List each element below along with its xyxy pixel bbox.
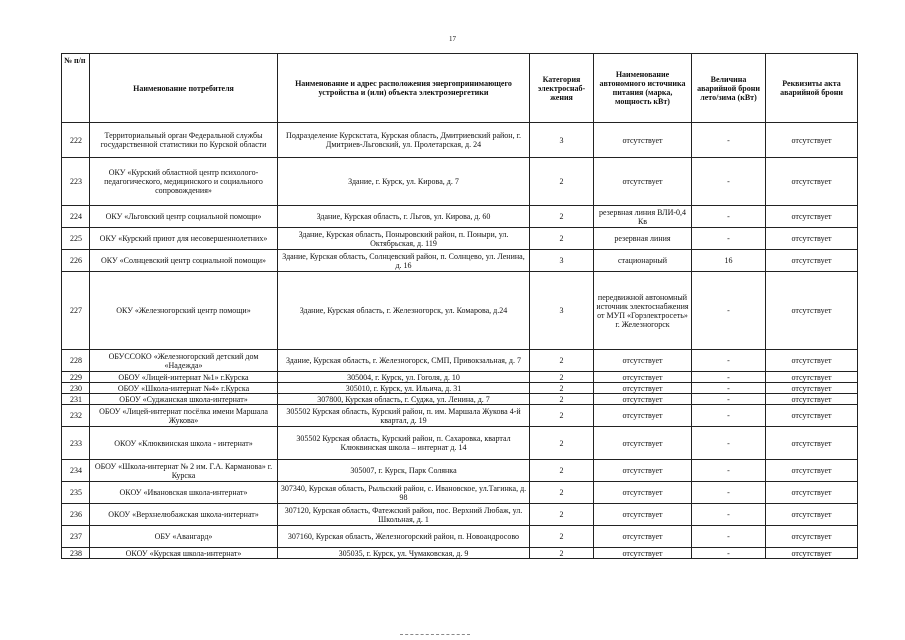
cell-consumer: ОКОУ «Верхнелюбажская школа-интернат» xyxy=(90,504,278,526)
cell-act: отсутствует xyxy=(766,350,858,372)
table-row xyxy=(62,350,858,372)
cell-num: 236 xyxy=(62,504,90,526)
cell-address: 307340, Курская область, Рыльский район, с. Ивановское, ул.Тагинка, д. 98 xyxy=(278,482,530,504)
bottom-divider xyxy=(400,634,470,635)
cell-consumer: ОКУ «Железногорский центр помощи» xyxy=(90,272,278,350)
cell-num: 226 xyxy=(62,250,90,272)
table-row xyxy=(62,460,858,482)
table-row xyxy=(62,206,858,228)
cell-address: Подразделение Курскстата, Курская область, Дмитриевский район, г. Дмитриев-Льговский, ул. Пролетарская, д. 24 xyxy=(278,123,530,158)
cell-address: 307800, Курская область, г. Суджа, ул. Ленина, д. 7 xyxy=(278,394,530,405)
cell-source: отсутствует xyxy=(594,482,692,504)
header-num: № п/п xyxy=(62,54,90,123)
cell-reserve: - xyxy=(692,460,766,482)
cell-source: передвижной автономный источник электоснабжения от МУП «Горэлектросеть» г. Железногорск xyxy=(594,272,692,350)
cell-consumer: ОКОУ «Курская школа-интернат» xyxy=(90,548,278,559)
cell-num: 225 xyxy=(62,228,90,250)
cell-num: 238 xyxy=(62,548,90,559)
cell-category: 2 xyxy=(530,158,594,206)
table-header-row xyxy=(62,54,858,123)
cell-act: отсутствует xyxy=(766,526,858,548)
cell-category: 3 xyxy=(530,250,594,272)
cell-consumer: ОБОУ «Школа-интернат №4» г.Курска xyxy=(90,383,278,394)
cell-category: 2 xyxy=(530,372,594,383)
cell-address: 305004, г. Курск, ул. Гоголя, д. 10 xyxy=(278,372,530,383)
cell-category: 2 xyxy=(530,427,594,460)
cell-address: 305035, г. Курск, ул. Чумаковская, д. 9 xyxy=(278,548,530,559)
cell-act: отсутствует xyxy=(766,372,858,383)
cell-source: отсутствует xyxy=(594,372,692,383)
cell-act: отсутствует xyxy=(766,383,858,394)
table-row xyxy=(62,372,858,383)
table-row xyxy=(62,394,858,405)
cell-address: Здание, Курская область, г. Железногорск, СМП, Привокзальная, д. 7 xyxy=(278,350,530,372)
cell-category: 2 xyxy=(530,482,594,504)
cell-reserve: - xyxy=(692,350,766,372)
cell-act: отсутствует xyxy=(766,250,858,272)
cell-reserve: - xyxy=(692,123,766,158)
cell-source: отсутствует xyxy=(594,383,692,394)
cell-num: 235 xyxy=(62,482,90,504)
cell-category: 2 xyxy=(530,405,594,427)
table-row xyxy=(62,548,858,559)
cell-category: 2 xyxy=(530,526,594,548)
cell-reserve: - xyxy=(692,158,766,206)
cell-consumer: ОБОУ «Суджанская школа-интернат» xyxy=(90,394,278,405)
cell-address: Здание, Курская область, Солнцевский район, п. Солнцево, ул. Ленина, д. 16 xyxy=(278,250,530,272)
cell-category: 2 xyxy=(530,350,594,372)
cell-reserve: - xyxy=(692,383,766,394)
cell-consumer: ОКОУ «Клюквинская школа - интернат» xyxy=(90,427,278,460)
cell-consumer: ОКУ «Солнцевский центр социальной помощи» xyxy=(90,250,278,272)
cell-num: 233 xyxy=(62,427,90,460)
cell-num: 228 xyxy=(62,350,90,372)
cell-reserve: - xyxy=(692,427,766,460)
cell-source: отсутствует xyxy=(594,460,692,482)
cell-source: отсутствует xyxy=(594,158,692,206)
cell-consumer: ОБОУ «Лицей-интернат №1» г.Курска xyxy=(90,372,278,383)
table-row xyxy=(62,405,858,427)
cell-source: отсутствует xyxy=(594,427,692,460)
cell-consumer: Территориальный орган Федеральной службы государственной статистики по Курской области xyxy=(90,123,278,158)
cell-consumer: ОБУССОКО «Железногорский детский дом «Надежда» xyxy=(90,350,278,372)
cell-act: отсутствует xyxy=(766,272,858,350)
cell-act: отсутствует xyxy=(766,123,858,158)
table-row xyxy=(62,526,858,548)
cell-act: отсутствует xyxy=(766,228,858,250)
cell-num: 237 xyxy=(62,526,90,548)
cell-address: 305007, г. Курск, Парк Солянка xyxy=(278,460,530,482)
table-row xyxy=(62,383,858,394)
cell-source: отсутствует xyxy=(594,394,692,405)
cell-num: 230 xyxy=(62,383,90,394)
reserve-table xyxy=(61,53,858,559)
cell-address: Здание, Курская область, г. Железногорск, ул. Комарова, д.24 xyxy=(278,272,530,350)
cell-consumer: ОКУ «Курский приют для несовершеннолетних» xyxy=(90,228,278,250)
cell-address: Здание, г. Курск, ул. Кирова, д. 7 xyxy=(278,158,530,206)
cell-category: 2 xyxy=(530,383,594,394)
cell-reserve: - xyxy=(692,228,766,250)
cell-category: 3 xyxy=(530,123,594,158)
cell-act: отсутствует xyxy=(766,405,858,427)
cell-source: стационарный xyxy=(594,250,692,272)
table-row xyxy=(62,272,858,350)
table-row xyxy=(62,123,858,158)
cell-consumer: ОКУ «Льговский центр социальной помощи» xyxy=(90,206,278,228)
cell-address: Здание, Курская область, Поныровский район, п. Поныри, ул. Октябрьская, д. 119 xyxy=(278,228,530,250)
cell-num: 224 xyxy=(62,206,90,228)
cell-source: отсутствует xyxy=(594,504,692,526)
cell-address: 307160, Курская область, Железногорский район, п. Новоандросово xyxy=(278,526,530,548)
cell-reserve: 16 xyxy=(692,250,766,272)
cell-num: 222 xyxy=(62,123,90,158)
cell-source: отсутствует xyxy=(594,526,692,548)
cell-reserve: - xyxy=(692,504,766,526)
header-reserve: Величина аварийной брони лето/зима (кВт) xyxy=(692,54,766,123)
table-row xyxy=(62,504,858,526)
cell-reserve: - xyxy=(692,548,766,559)
cell-act: отсутствует xyxy=(766,504,858,526)
cell-num: 234 xyxy=(62,460,90,482)
cell-source: отсутствует xyxy=(594,548,692,559)
cell-address: Здание, Курская область, г. Льгов, ул. Кирова, д. 60 xyxy=(278,206,530,228)
header-category: Категория электроснаб-жения xyxy=(530,54,594,123)
cell-act: отсутствует xyxy=(766,548,858,559)
cell-num: 232 xyxy=(62,405,90,427)
cell-consumer: ОКОУ «Ивановская школа-интернат» xyxy=(90,482,278,504)
cell-category: 2 xyxy=(530,548,594,559)
cell-source: отсутствует xyxy=(594,405,692,427)
cell-consumer: ОКУ «Курский областной центр психолого-педагогического, медицинского и социального сопровождения» xyxy=(90,158,278,206)
table-row xyxy=(62,482,858,504)
header-consumer: Наименование потребителя xyxy=(90,54,278,123)
cell-source: резервная линия xyxy=(594,228,692,250)
cell-act: отсутствует xyxy=(766,460,858,482)
cell-address: 307120, Курская область, Фатежский район, пос. Верхний Любаж, ул. Школьная, д. 1 xyxy=(278,504,530,526)
cell-category: 2 xyxy=(530,394,594,405)
cell-consumer: ОБОУ «Лицей-интернат посёлка имени Маршала Жукова» xyxy=(90,405,278,427)
cell-reserve: - xyxy=(692,482,766,504)
cell-consumer: ОБОУ «Школа-интернат № 2 им. Г.А. Карманова» г. Курска xyxy=(90,460,278,482)
cell-category: 2 xyxy=(530,460,594,482)
cell-category: 2 xyxy=(530,504,594,526)
cell-address: 305502 Курская область, Курский район, п. им. Маршала Жукова 4-й квартал, д. 19 xyxy=(278,405,530,427)
cell-act: отсутствует xyxy=(766,158,858,206)
table-row xyxy=(62,228,858,250)
cell-act: отсутствует xyxy=(766,427,858,460)
cell-category: 2 xyxy=(530,206,594,228)
cell-address: 305502 Курская область, Курский район, п. Сахаровка, квартал Клюквинская школа – интернат д. 14 xyxy=(278,427,530,460)
header-address: Наименование и адрес расположения энергопринимающего устройства и (или) объекта электроэнергетики xyxy=(278,54,530,123)
cell-reserve: - xyxy=(692,372,766,383)
cell-act: отсутствует xyxy=(766,206,858,228)
table-row xyxy=(62,250,858,272)
cell-reserve: - xyxy=(692,526,766,548)
cell-category: 3 xyxy=(530,272,594,350)
cell-num: 227 xyxy=(62,272,90,350)
cell-act: отсутствует xyxy=(766,482,858,504)
table-row xyxy=(62,158,858,206)
cell-source: отсутствует xyxy=(594,123,692,158)
cell-num: 231 xyxy=(62,394,90,405)
cell-address: 305010, г. Курск, ул. Ильича, д. 31 xyxy=(278,383,530,394)
cell-reserve: - xyxy=(692,272,766,350)
cell-num: 229 xyxy=(62,372,90,383)
cell-reserve: - xyxy=(692,394,766,405)
cell-act: отсутствует xyxy=(766,394,858,405)
cell-reserve: - xyxy=(692,206,766,228)
cell-category: 2 xyxy=(530,228,594,250)
header-source: Наименование автономного источника питания (марка, мощность кВт) xyxy=(594,54,692,123)
page-number: 17 xyxy=(449,35,456,43)
cell-source: отсутствует xyxy=(594,350,692,372)
cell-num: 223 xyxy=(62,158,90,206)
cell-reserve: - xyxy=(692,405,766,427)
table-row xyxy=(62,427,858,460)
cell-consumer: ОБУ «Авангард» xyxy=(90,526,278,548)
cell-source: резервная линия ВЛИ-0,4 Кв xyxy=(594,206,692,228)
header-act: Реквизиты акта аварийной брони xyxy=(766,54,858,123)
